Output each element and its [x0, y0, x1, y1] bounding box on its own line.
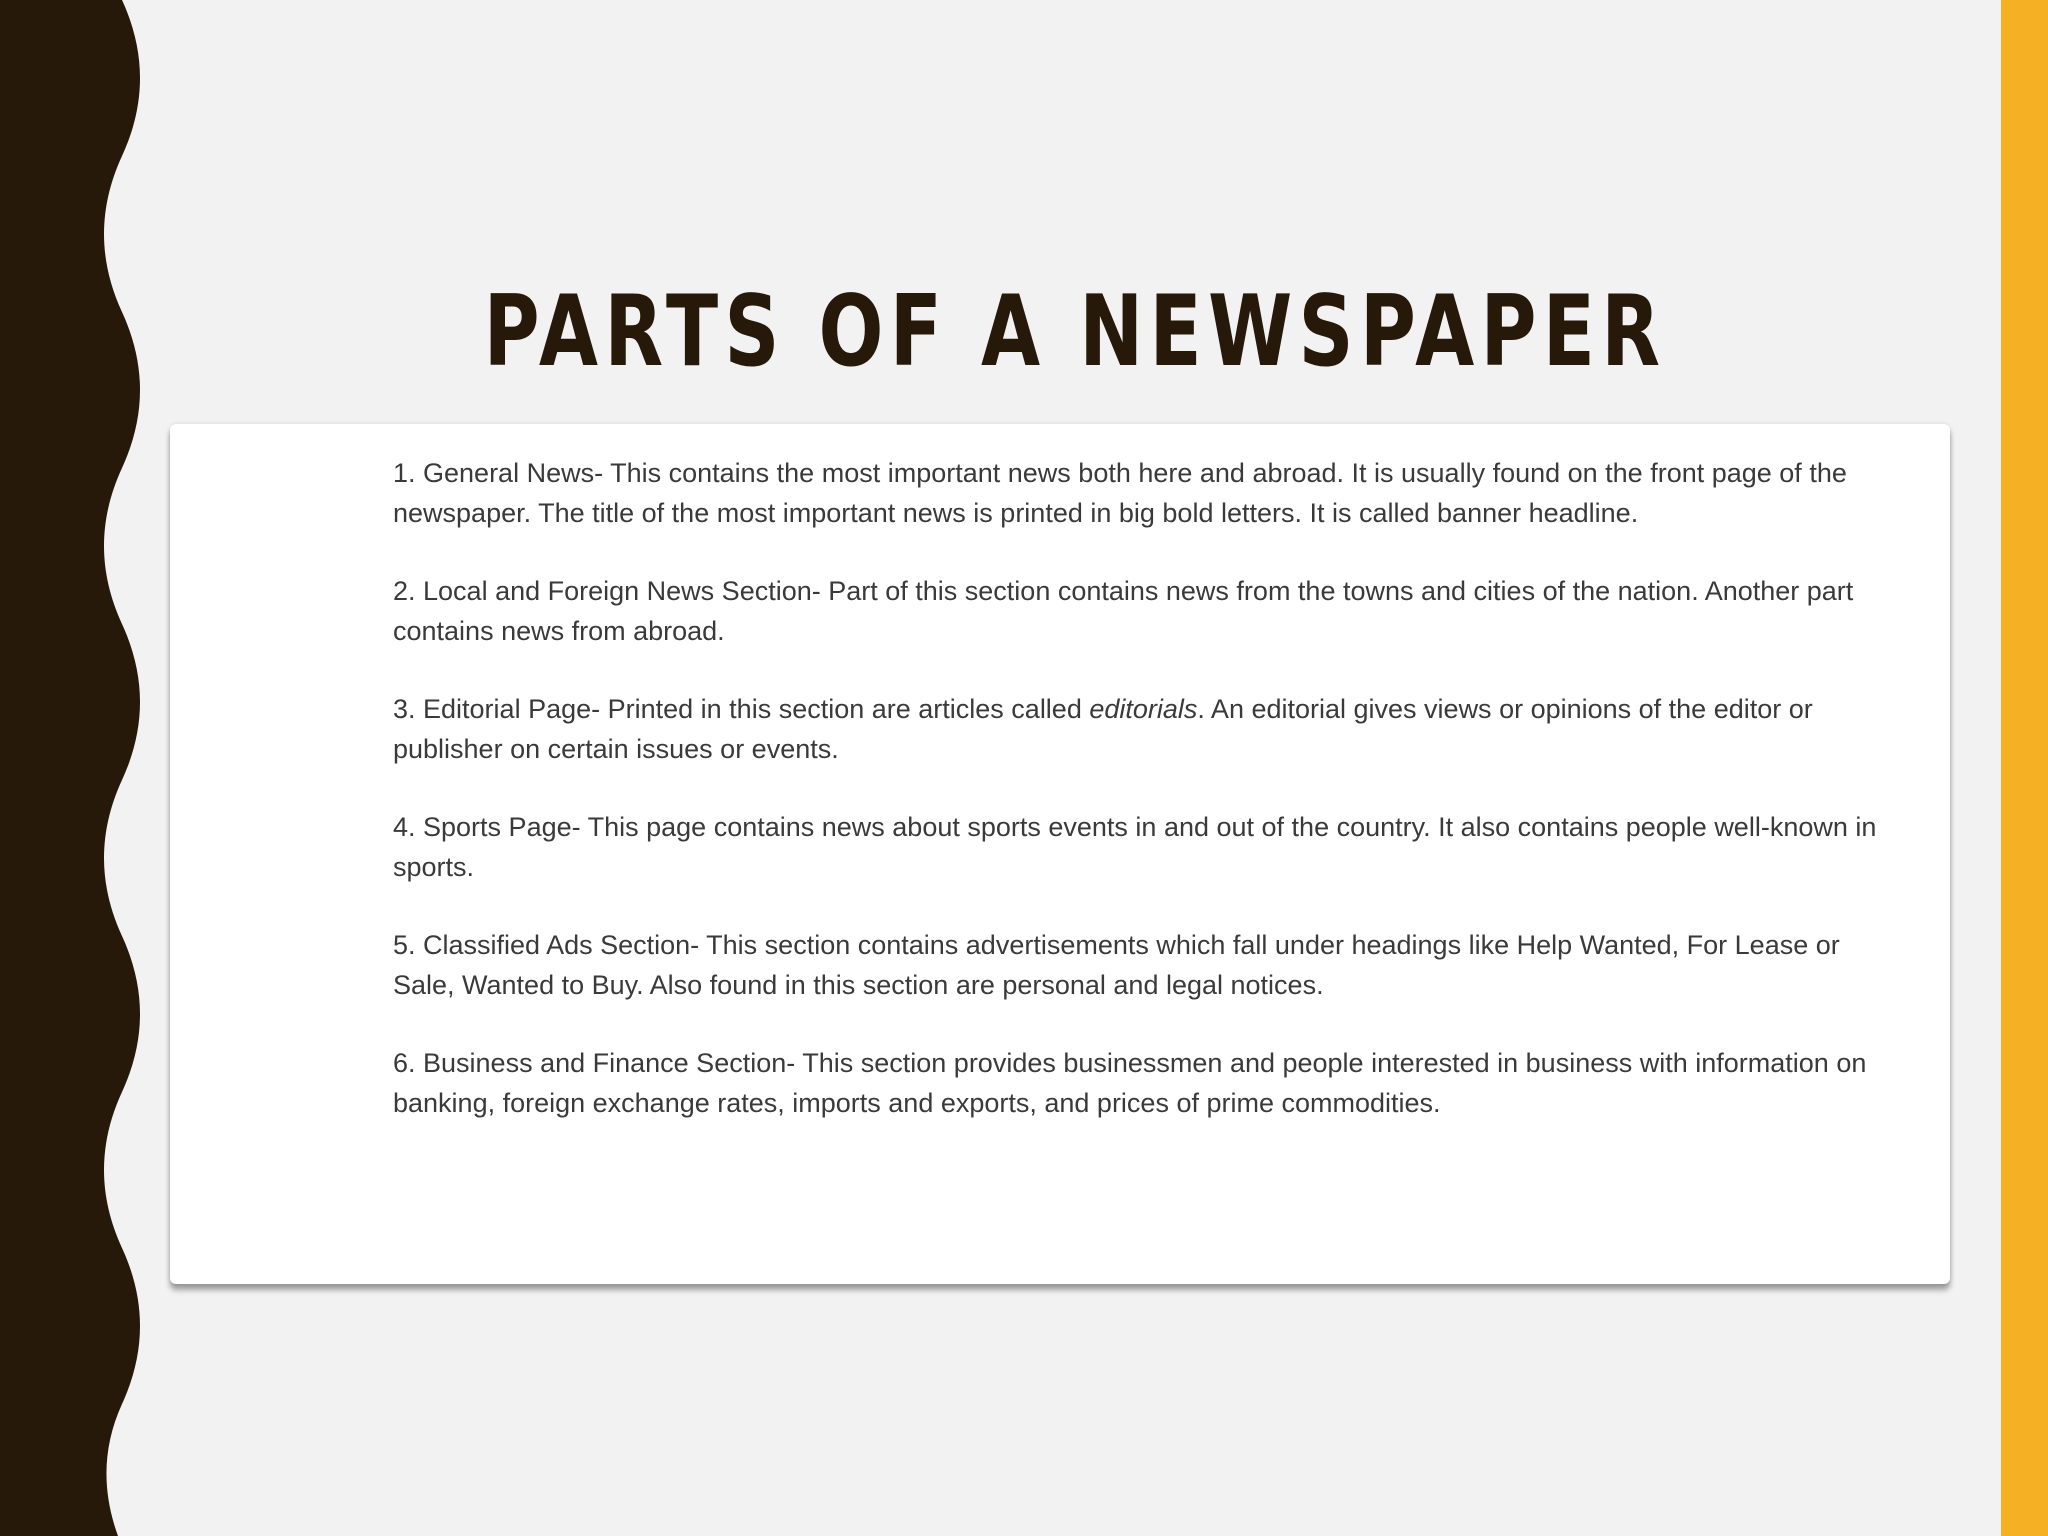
editorial-text-after: . An editorial gives views or opinions of the editor or publisher on certain issues or events. [393, 694, 1813, 764]
list-item-classified-ads: 5. Classified Ads Section- This section contains advertisements which fall under headings like Help Wanted, For Lease or Sale, Wanted to Buy. Also found in this section are personal and legal notices. [393, 930, 1840, 1000]
list-item-business-finance: 6. Business and Finance Section- This section provides businessmen and people interested in business with information on banking, foreign exchange rates, imports and exports, and prices of prime commodities. [393, 1048, 1867, 1118]
content-card [170, 424, 1950, 1284]
list-item-general-news: 1. General News- This contains the most important news both here and abroad. It is usually found on the front page of the newspaper. The title of the most important news is printed in big bold letters. It is called banner headline. [393, 458, 1847, 528]
list-item-sports-page: 4. Sports Page- This page contains news about sports events in and out of the country. It also contains people well-known in sports. [393, 812, 1877, 882]
wavy-border-decoration [0, 0, 160, 1536]
newspaper-parts-list [393, 454, 1903, 1162]
list-item-local-foreign-news: 2. Local and Foreign News Section- Part of this section contains news from the towns and cities of the nation. Another part contains news from abroad. [393, 576, 1854, 646]
editorial-text-before: 3. Editorial Page- Printed in this section are articles called [393, 694, 1090, 724]
editorial-emphasis: editorials [1089, 694, 1198, 724]
list-item-editorial-page [393, 690, 1903, 769]
accent-bar [2001, 0, 2048, 1536]
slide-title: PARTS OF A NEWSPAPER [483, 275, 1667, 389]
wavy-border-shape [0, 0, 140, 1536]
